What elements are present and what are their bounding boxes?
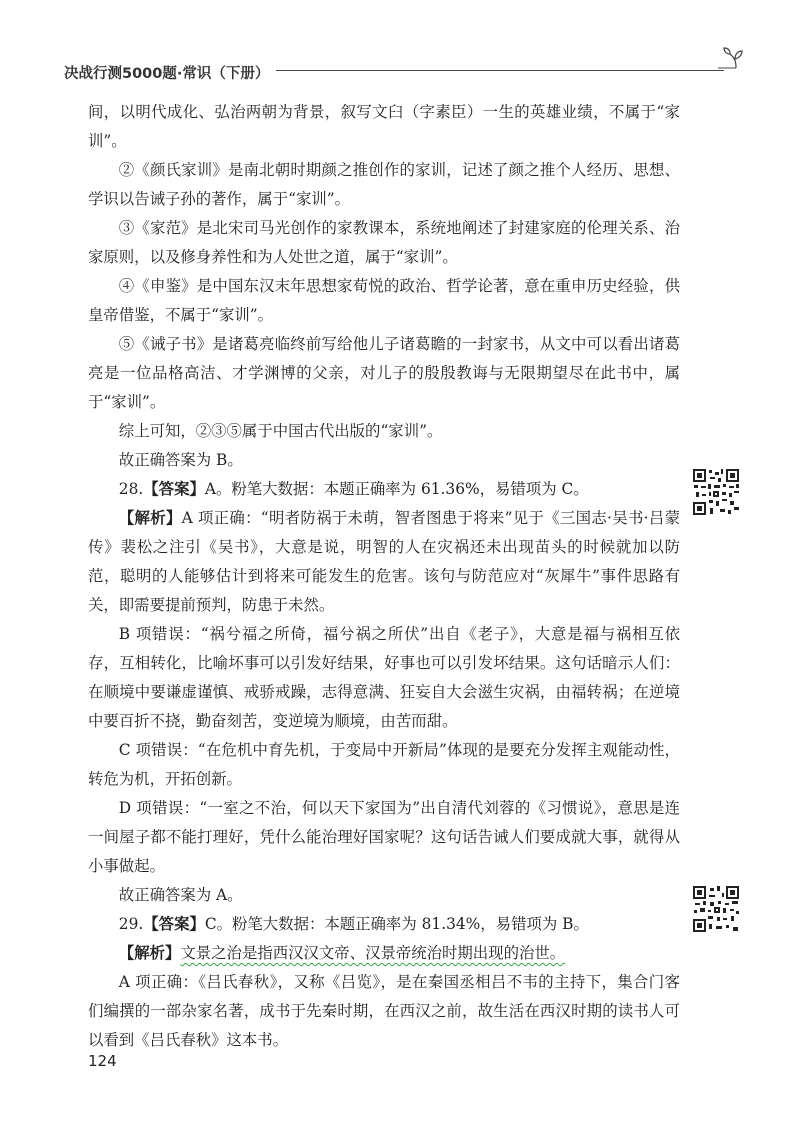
qr-code-icon[interactable]: [692, 885, 740, 933]
answer-text: C。粉笔大数据：本题正确率为 81.34%，易错项为 B。: [204, 915, 589, 933]
explanation-tag: 【解析】: [118, 944, 181, 962]
paragraph-summary: 综上可知，②③⑤属于中国古代出版的“家训”。: [118, 422, 443, 440]
paragraph-item-3: ③《家范》是北宋司马光创作的家教课本，系统地阐述了封建家庭的伦理关系、治家原则，以及修身养性和为人处世之道，属于“家训”。: [88, 219, 680, 266]
leaf-sprout-icon: [716, 46, 744, 74]
header-rule: [276, 70, 724, 71]
page-body: [88, 98, 680, 1055]
header-title: 决战行测5000题·常识（下册）: [64, 66, 270, 82]
question-number: 28.: [118, 480, 144, 498]
question-29-answer: [88, 910, 680, 939]
explanation-text: A 项正确：“明者防祸于未萌，智者图患于将来”见于《三国志·吴书·吕蒙传》裴松之注引《吴书》，大意是说，明智的人在灾祸还未出现苗头的时候就加以防范，聪明的人能够估计到将来可能发生的危害。该句与防范应对“灰犀牛”事件思路有关，即需要提前预判，防患于未然。: [88, 509, 680, 614]
paragraph-item-5: ⑤《诫子书》是诸葛亮临终前写给他儿子诸葛瞻的一封家书，从文中可以看出诸葛亮是一位品格高洁、才学渊博的父亲，对儿子的殷殷教诲与无限期望尽在此书中，属于“家训”。: [88, 335, 680, 411]
question-29-option-a: A 项正确：《吕氏春秋》，又称《吕览》，是在秦国丞相吕不韦的主持下，集合门客们编撰的一部杂家名著，成书于先秦时期，在西汉之前，故生活在西汉时期的读书人可以看到《吕氏春秋》这本书。: [88, 973, 680, 1049]
paragraph-item-2: ②《颜氏家训》是南北朝时期颜之推创作的家训，记述了颜之推个人经历、思想、学识以告诫子孙的著作，属于“家训”。: [88, 161, 680, 208]
question-28-answer: [88, 475, 680, 504]
running-header: [50, 52, 750, 82]
answer-tag: 【答案】: [143, 480, 205, 498]
question-28-final-answer: 故正确答案为 A。: [118, 886, 243, 904]
qr-code-icon[interactable]: [692, 468, 740, 516]
paragraph-answer-27: 故正确答案为 B。: [118, 451, 243, 469]
page-number: 124: [88, 1052, 117, 1070]
question-29-explanation: [88, 939, 680, 968]
question-28-option-c: C 项错误：“在危机中育先机，于变局中开新局”体现的是要充分发挥主观能动性，转危为机，开拓创新。: [88, 741, 680, 788]
question-28-option-d: D 项错误：“一室之不治，何以天下家国为”出自清代刘蓉的《习惯说》，意思是连一间屋子都不能打理好，凭什么能治理好国家呢？这句话告诫人们要成就大事，就得从小事做起。: [88, 799, 680, 875]
answer-text: A。粉笔大数据：本题正确率为 61.36%，易错项为 C。: [204, 480, 589, 498]
question-number: 29.: [118, 915, 144, 933]
explanation-text-highlighted: 文景之治是指西汉汉文帝、汉景帝统治时期出现的治世。: [180, 944, 566, 962]
question-28-explanation: [88, 504, 680, 620]
question-28-option-b: B 项错误：“祸兮福之所倚，福兮祸之所伏”出自《老子》，大意是福与祸相互依存，互相转化，比喻坏事可以引发好结果，好事也可以引发坏结果。这句话暗示人们：在顺境中要谦虚谨慎、戒骄戒躁，志得意满、狂妄自大会滋生灾祸，由福转祸；在逆境中要百折不挠，勤奋刻苦，变逆境为顺境，由苦而甜。: [88, 625, 680, 730]
paragraph-item-4: ④《申鉴》是中国东汉末年思想家荀悦的政治、哲学论著，意在重申历史经验，供皇帝借鉴，不属于“家训”。: [88, 277, 680, 324]
paragraph-continued: 间，以明代成化、弘治两朝为背景，叙写文臼（字素臣）一生的英雄业绩，不属于“家训”。: [88, 103, 680, 150]
explanation-tag: 【解析】: [118, 509, 182, 527]
answer-tag: 【答案】: [143, 915, 205, 933]
